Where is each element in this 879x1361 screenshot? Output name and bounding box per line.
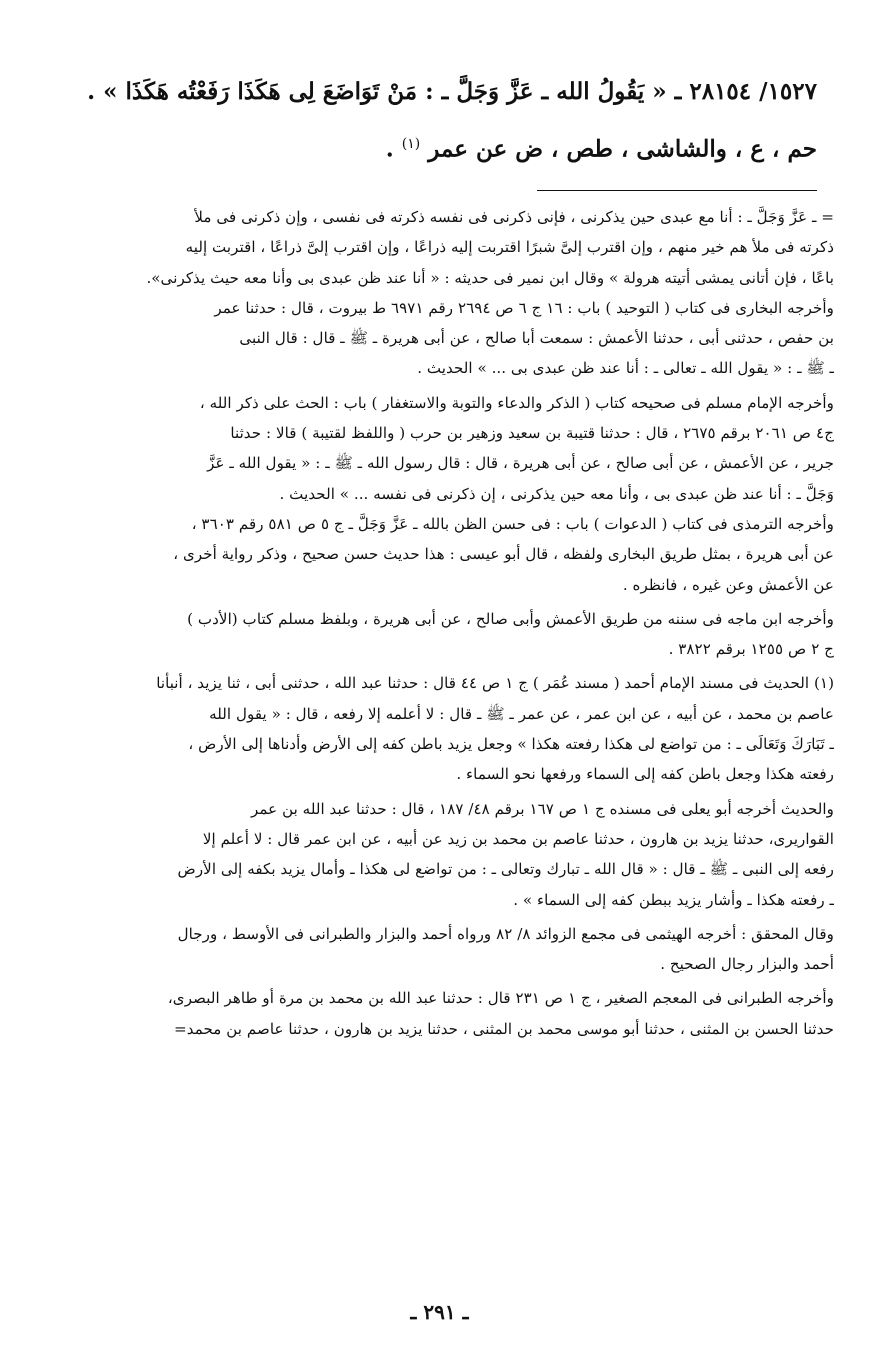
- footnote-line: رفعته هكذا وجعل باطن كفه إلى السماء ورفعها نحو السماء .: [456, 765, 834, 784]
- hadith-sources-line: [57, 118, 817, 176]
- footnote-line: وأخرجه الطبرانى فى المعجم الصغير ، ج ١ ص ٢٣١ قال : حدثنا عبد الله بن محمد بن مرة أو طاهر البصرى،: [167, 989, 834, 1008]
- footnote-line: = ـ عَزَّ وَجَلَّ ـ : أنا مع عبدى حين يذكرنى ، فإنى ذكرنى فى نفسه ذكرته فى نفسى ، وإن ذكرنى فى ملأ: [194, 208, 834, 226]
- hadith-sources-end: .: [385, 135, 394, 163]
- hadith-entry: [57, 66, 817, 176]
- footnote-line: ج٤ ص ٢٠٦١ برقم ٢٦٧٥ ، قال : حدثنا قتيبة بن سعيد وزهير بن حرب ( واللفظ لقتيبة ) قالا : حدثنا: [230, 424, 834, 443]
- footnote-line: وأخرجه الترمذى فى كتاب ( الدعوات ) باب : فى حسن الظن بالله ـ عَزَّ وَجَلَّ ـ ج ٥ ص ٥٨١ رقم ٣٦٠٣ ،: [191, 514, 834, 533]
- page-number: ـ ٢٩١ ـ: [410, 1300, 469, 1324]
- footnote-line: (١) الحديث فى مسند الإمام أحمد ( مسند عُمَر ) ج ١ ص ٤٤ قال : حدثنا عبد الله ، حدثنى أبى ، ثنا يزيد ، أنبأنا: [156, 674, 834, 693]
- footnote-line: حدثنا الحسن بن المثنى ، حدثنا أبو موسى محمد بن المثنى ، حدثنا يزيد بن هارون ، حدثنا عاصم بن محمد=: [174, 1019, 834, 1038]
- footnote-line: ـ رفعته هكذا ـ وأشار يزيد ببطن كفه إلى السماء » .: [513, 890, 834, 909]
- hadith-sources: حم ، ع ، والشاشى ، طص ، ض عن عمر: [428, 135, 817, 163]
- footnote-line: عن أبى هريرة ، بمثل طريق البخارى ولفظه ، قال أبو عيسى : هذا حديث حسن صحيح ، وذكر رواية أخرى ،: [173, 545, 834, 564]
- footnotes: [54, 202, 834, 1044]
- footnote-line: ج ٢ ص ١٢٥٥ برقم ٣٨٢٢ .: [668, 640, 834, 659]
- footnote-line: جرير ، عن الأعمش ، عن أبى صالح ، عن أبى هريرة ، قال : قال رسول الله ـ ﷺ ـ : « يقول الله ـ عَزَّ: [207, 454, 834, 473]
- footnote-reference: (١): [401, 136, 421, 152]
- footnote-line: وَجَلَّ ـ : أنا عند ظن عبدى بى ، وأنا معه حين يذكرنى ، إن ذكرنى فى نفسه ... » الحديث .: [279, 484, 834, 503]
- footnote-line: بن حفص ، حدثنى أبى ، حدثنا الأعمش : سمعت أبا صالح ، عن أبى هريرة ـ ﷺ ـ قال : قال النبى: [239, 329, 834, 348]
- footnote-line: ذكرته فى ملأ هم خير منهم ، وإن اقترب إلىَّ شبرًا اقتربت إليه ذراعًا ، وإن اقترب إلىَّ ذراعًا ، اقتربت إليه: [185, 238, 834, 257]
- footnote-line: وأخرجه البخارى فى كتاب ( التوحيد ) باب : ١٦ ج ٦ ص ٢٦٩٤ رقم ٦٩٧١ ط بيروت ، قال : حدثنا عمر: [214, 298, 834, 317]
- footnote-line: أحمد والبزار رجال الصحيح .: [660, 955, 834, 974]
- footnote-line: وأخرجه ابن ماجه فى سننه من طريق الأعمش وأبى صالح ، عن أبى هريرة ، وبلفظ مسلم كتاب (الأدب ): [187, 609, 834, 628]
- footnote-line: عاصم بن محمد ، عن أبيه ، عن ابن عمر ، عن عمر ـ ﷺ ـ قال : لا أعلمه إلا رفعه ، قال : « يقول الله: [209, 704, 834, 723]
- footnote-line: رفعه إلى النبى ـ ﷺ ـ قال : « قال الله ـ تبارك وتعالى ـ : من تواضع لى هكذا ـ وأمال يزيد بكفه إلى الأرض: [177, 860, 834, 879]
- footnote-line: وقال المحقق : أخرجه الهيثمى فى مجمع الزوائد ٨/ ٨٢ ورواه أحمد والبزار والطبرانى فى الأوسط ، ورجال: [177, 924, 834, 943]
- footnote-line: عن الأعمش وعن غيره ، فانظره .: [622, 575, 834, 594]
- footnote-line: ـ ﷺ ـ : « يقول الله ـ تعالى ـ : أنا عند ظن عبدى بى ... » الحديث .: [417, 359, 834, 378]
- footnote-line: والحديث أخرجه أبو يعلى فى مسنده ج ١ ص ١٦٧ برقم ٤٨/ ١٨٧ ، قال : حدثنا عبد الله بن عمر: [251, 799, 834, 818]
- footnote-separator: [537, 190, 817, 191]
- footnote-line: باعًا ، فإن أتانى يمشى أتيته هرولة » وقال ابن نمير فى حديثه : « أنا عند ظن عبدى بى وأنا معه حيث يذكرنى».: [146, 268, 834, 287]
- footnote-line: ـ تَبَارَكَ وَتَعَالَى ـ : من تواضع لى هكذا رفعته هكذا » وجعل يزيد باطن كفه إلى الأرض وأدناها إلى الأرض ،: [188, 735, 834, 754]
- footnote-line: وأخرجه الإمام مسلم فى صحيحه كتاب ( الذكر والدعاء والتوبة والاستغفار ) باب : الحث على ذكر الله ،: [199, 393, 834, 412]
- hadith-text-line: ١٥٢٧/ ٢٨١٥٤ ـ « يَقُولُ الله ـ عَزَّ وَجَلَّ ـ : مَنْ تَوَاضَعَ لِى هَكَذَا رَفَعْتُه هَكَذَا » .: [87, 78, 817, 105]
- footnote-line: القواريرى، حدثنا يزيد بن هارون ، حدثنا عاصم بن محمد بن زيد عن أبيه ، عن ابن عمر قال : لا أعلم إلا: [202, 829, 834, 848]
